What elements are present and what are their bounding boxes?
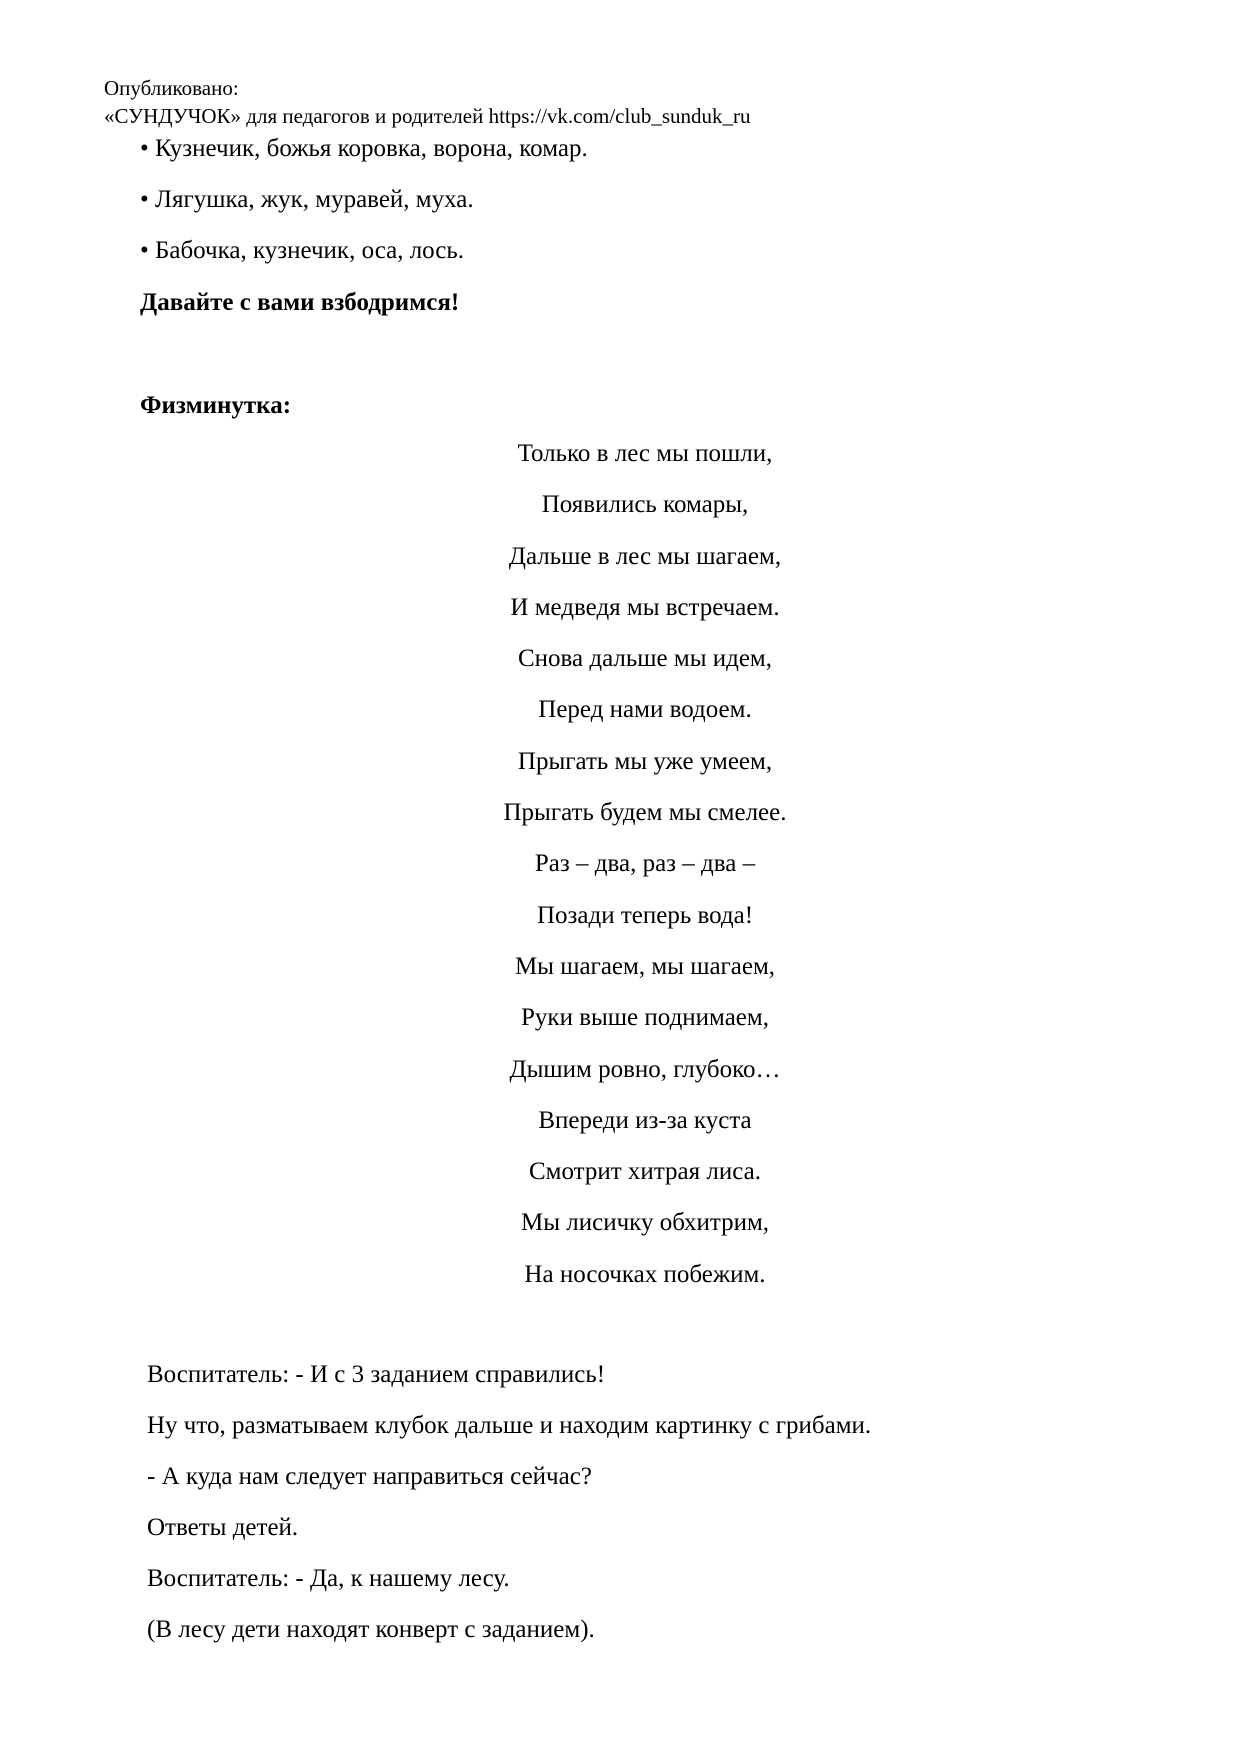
cheer-line: Давайте с вами взбодримся! <box>140 289 460 316</box>
poem-block <box>0 438 1240 1310</box>
poem-line: Дышим ровно, глубоко… <box>509 1055 781 1083</box>
list-item: • Бабочка, кузнечик, оса, лось. <box>140 237 465 264</box>
dialogue-line: Воспитатель: - И с 3 заданием справились! <box>147 1361 606 1388</box>
published-label: Опубликовано: <box>104 76 239 100</box>
poem-line: Появились комары, <box>541 491 749 519</box>
list-item: • Кузнечик, божья коровка, ворона, комар. <box>140 135 588 162</box>
poem-line: Позади теперь вода! <box>536 901 754 929</box>
dialogue-line: - А куда нам следует направиться сейчас? <box>147 1463 592 1490</box>
poem-line: И медведя мы встречаем. <box>510 593 780 621</box>
poem-line: На носочках побежим. <box>524 1260 766 1288</box>
poem-line: Мы лисичку обхитрим, <box>520 1209 770 1237</box>
poem-line: Раз – два, раз – два – <box>534 850 756 878</box>
dialogue-line: Воспитатель: - Да, к нашему лесу. <box>147 1565 510 1592</box>
poem-line: Снова дальше мы идем, <box>517 645 773 673</box>
dialogue-line: Ну что, разматываем клубок дальше и находим картинку с грибами. <box>147 1412 872 1439</box>
poem-line: Дальше в лес мы шагаем, <box>508 542 782 570</box>
poem-line: Мы шагаем, мы шагаем, <box>514 952 776 980</box>
publisher-line: «СУНДУЧОК» для педагогов и родителей https://vk.com/club_sunduk_ru <box>104 104 751 128</box>
poem-line: Прыгать будем мы смелее. <box>503 799 787 827</box>
poem-line: Прыгать мы уже умеем, <box>517 747 773 775</box>
poem-line: Впереди из-за куста <box>538 1106 752 1134</box>
poem-line: Только в лес мы пошли, <box>517 440 773 467</box>
poem-line: Руки выше поднимаем, <box>521 1004 769 1032</box>
dialogue-line: Ответы детей. <box>147 1514 299 1541</box>
dialogue-line: (В лесу дети находят конверт с заданием). <box>147 1616 595 1643</box>
list-item: • Лягушка, жук, муравей, муха. <box>140 186 474 213</box>
section-title: Физминутка: <box>140 392 292 419</box>
poem-line: Перед нами водоем. <box>538 696 752 724</box>
poem-line: Смотрит хитрая лиса. <box>528 1158 761 1186</box>
